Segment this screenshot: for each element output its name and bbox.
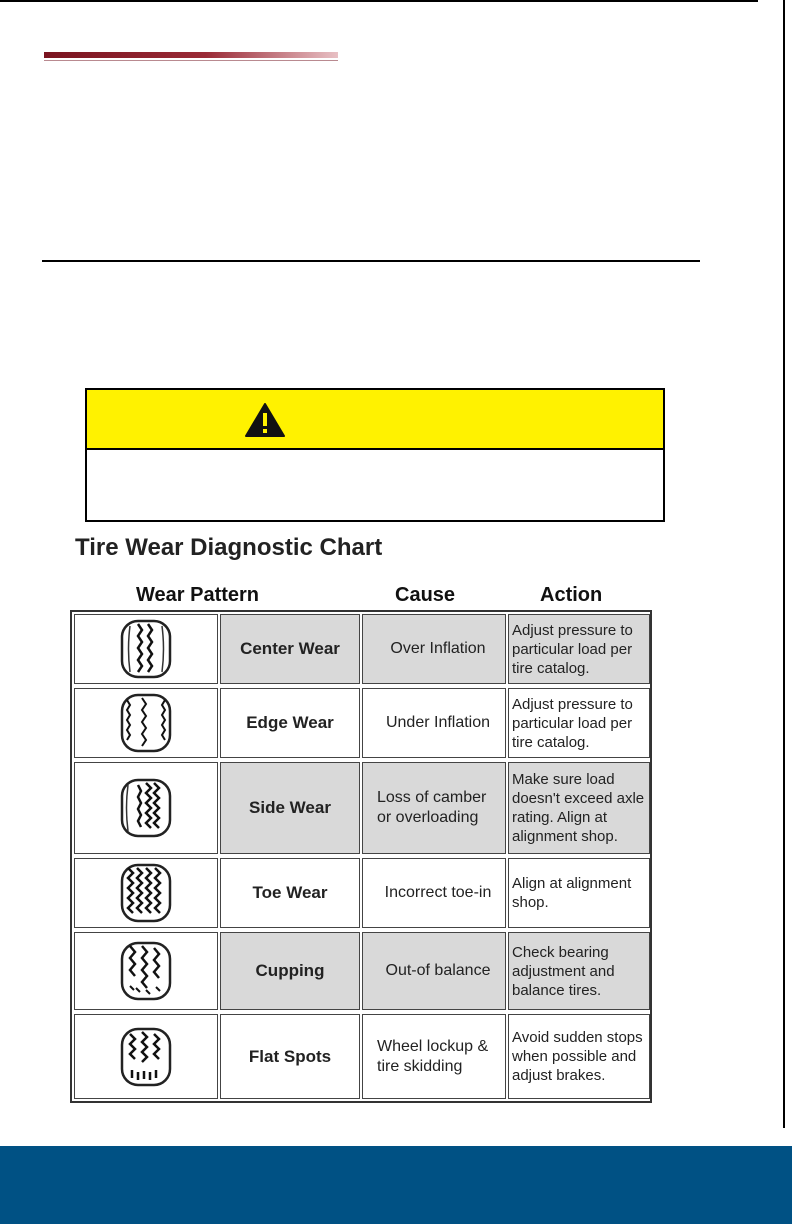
cause-label: Over Inflation [362,614,506,684]
column-header-action: Action [540,584,603,606]
warning-header [87,390,663,450]
warning-triangle-icon [244,402,286,438]
cause-label: Incorrect toe-in [362,858,506,928]
cause-label: Out-of balance [362,932,506,1010]
action-label: Adjust pressure to particular load per tire catalog. [508,614,650,684]
cause-label: Loss of camber or overloading [362,762,506,854]
pattern-label: Center Wear [220,614,360,684]
tire-center-wear-icon [74,614,218,684]
table-row [72,686,650,760]
table-row [72,612,650,686]
section-divider [42,260,700,262]
action-label: Check bearing adjustment and balance tires. [508,932,650,1010]
crop-mark-top [0,0,758,2]
cause-label: Wheel lockup & tire skidding [362,1014,506,1099]
tire-wear-table [70,610,652,1103]
action-label: Make sure load doesn't exceed axle rating. Align at alignment shop. [508,762,650,854]
warning-box [85,388,665,522]
pattern-label: Toe Wear [220,858,360,928]
pattern-label: Edge Wear [220,688,360,758]
pattern-label: Flat Spots [220,1014,360,1099]
column-header-cause: Cause [395,584,456,606]
pattern-label: Side Wear [220,762,360,854]
warning-body [87,450,663,522]
table-row [72,760,650,856]
column-header-wear-pattern: Wear Pattern [136,584,260,606]
action-label: Align at alignment shop. [508,858,650,928]
table-row [72,930,650,1012]
action-label: Avoid sudden stops when possible and adjust brakes. [508,1014,650,1099]
action-label: Adjust pressure to particular load per tire catalog. [508,688,650,758]
cause-label: Under Inflation [362,688,506,758]
footer-band [0,1146,792,1224]
tire-flat-spots-icon [74,1014,218,1099]
chart-title: Tire Wear Diagnostic Chart [75,534,383,561]
tire-cupping-icon [74,932,218,1010]
pattern-label: Cupping [220,932,360,1010]
table-row [72,1012,650,1101]
header-accent-bar [44,52,338,58]
table-row [72,856,650,930]
crop-mark-right [783,0,785,1128]
tire-edge-wear-icon [74,688,218,758]
tire-side-wear-icon [74,762,218,854]
tire-toe-wear-icon [74,858,218,928]
